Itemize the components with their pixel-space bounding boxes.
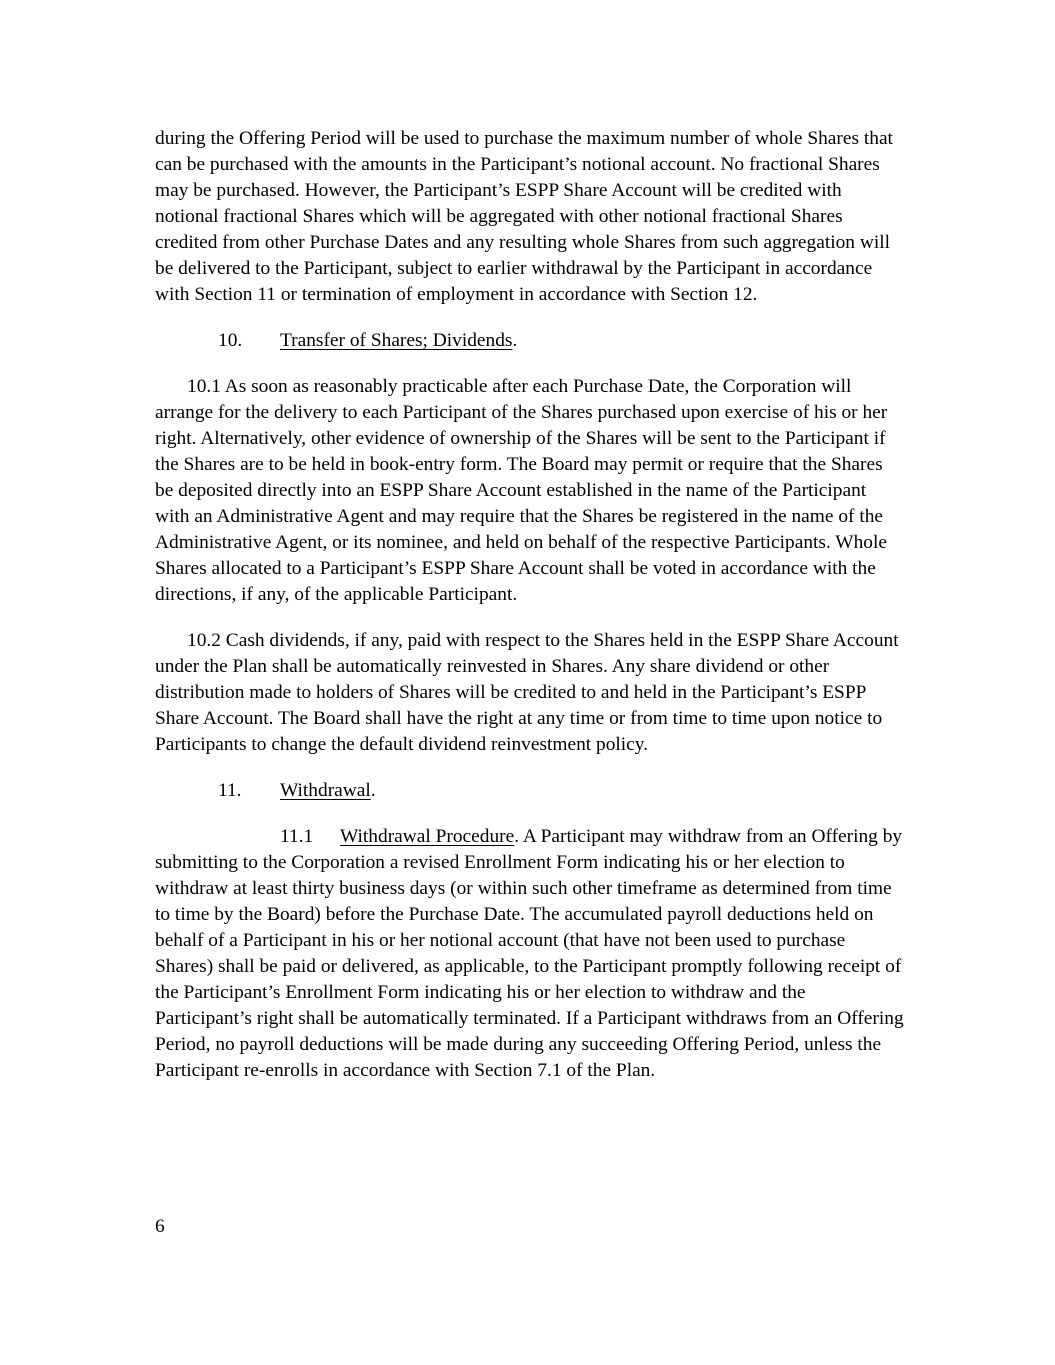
section-10-title: Transfer of Shares; Dividends (280, 330, 513, 351)
section-10-period: . (512, 330, 518, 351)
section-10-1-paragraph: 10.1 As soon as reasonably practicable after each Purchase Date, the Corporation will arrange for the delivery to each Participant of the Shares purchased upon exercise of his or her right. Alternatively, other evidence of ownership of the Shares will be sent to the Participant if the Shares are to be held in book-entry form. The Board may permit or require that the Shares be deposited directly into an ESPP Share Account established in the name of the Participant with an Administrative Agent and may require that the Shares be registered in the name of the Administrative Agent, or its nominee, and held on behalf of the respective Participants. Whole Shares allocated to a Participant’s ESPP Share Account shall be voted in accordance with the directions, if any, of the applicable Participant. (155, 376, 888, 605)
document-page (155, 126, 905, 1084)
section-10-heading (155, 328, 905, 354)
section-11-1-text: . A Participant may withdraw from an Offering by submitting to the Corporation a revised Enrollment Form indicating his or her election to withdraw at least thirty business days (or within such other timeframe as determined from time to time by the Board) before the Purchase Date. The accumulated payroll deductions held on behalf of a Participant in his or her notional account (that have not been used to purchase Shares) shall be paid or delivered, as applicable, to the Participant promptly following receipt of the Participant’s Enrollment Form indicating his or her election to withdraw and the Participant’s right shall be automatically terminated. If a Participant withdraws from an Offering Period, no payroll deductions will be made during any succeeding Offering Period, unless the Participant re-enrolls in accordance with Section 7.1 of the Plan. (155, 826, 904, 1081)
section-11-heading (155, 778, 905, 804)
section-11-period: . (370, 780, 376, 801)
continuation-paragraph: during the Offering Period will be used to purchase the maximum number of whole Shares that can be purchased with the amounts in the Participant’s notional account. No fractional Shares may be purchased. However, the Participant’s ESPP Share Account will be credited with notional fractional Shares which will be aggregated with other notional fractional Shares credited from other Purchase Dates and any resulting whole Shares from such aggregation will be delivered to the Participant, subject to earlier withdrawal by the Participant in accordance with Section 11 or termination of employment in accordance with Section 12. (155, 128, 893, 305)
section-11-1-paragraph (155, 824, 905, 1084)
section-11-title: Withdrawal (280, 780, 371, 801)
page-number: 6 (155, 1216, 165, 1237)
section-11-1-number: 11.1 (280, 826, 314, 847)
section-11-1-title: Withdrawal Procedure (340, 826, 515, 847)
section-10-number: 10. (218, 330, 243, 351)
section-10-2-paragraph: 10.2 Cash dividends, if any, paid with respect to the Shares held in the ESPP Share Account under the Plan shall be automatically reinvested in Shares. Any share dividend or other distribution made to holders of Shares will be credited to and held in the Participant’s ESPP Share Account. The Board shall have the right at any time or from time to time upon notice to Participants to change the default dividend reinvestment policy. (155, 630, 899, 755)
section-11-number: 11. (218, 780, 242, 801)
